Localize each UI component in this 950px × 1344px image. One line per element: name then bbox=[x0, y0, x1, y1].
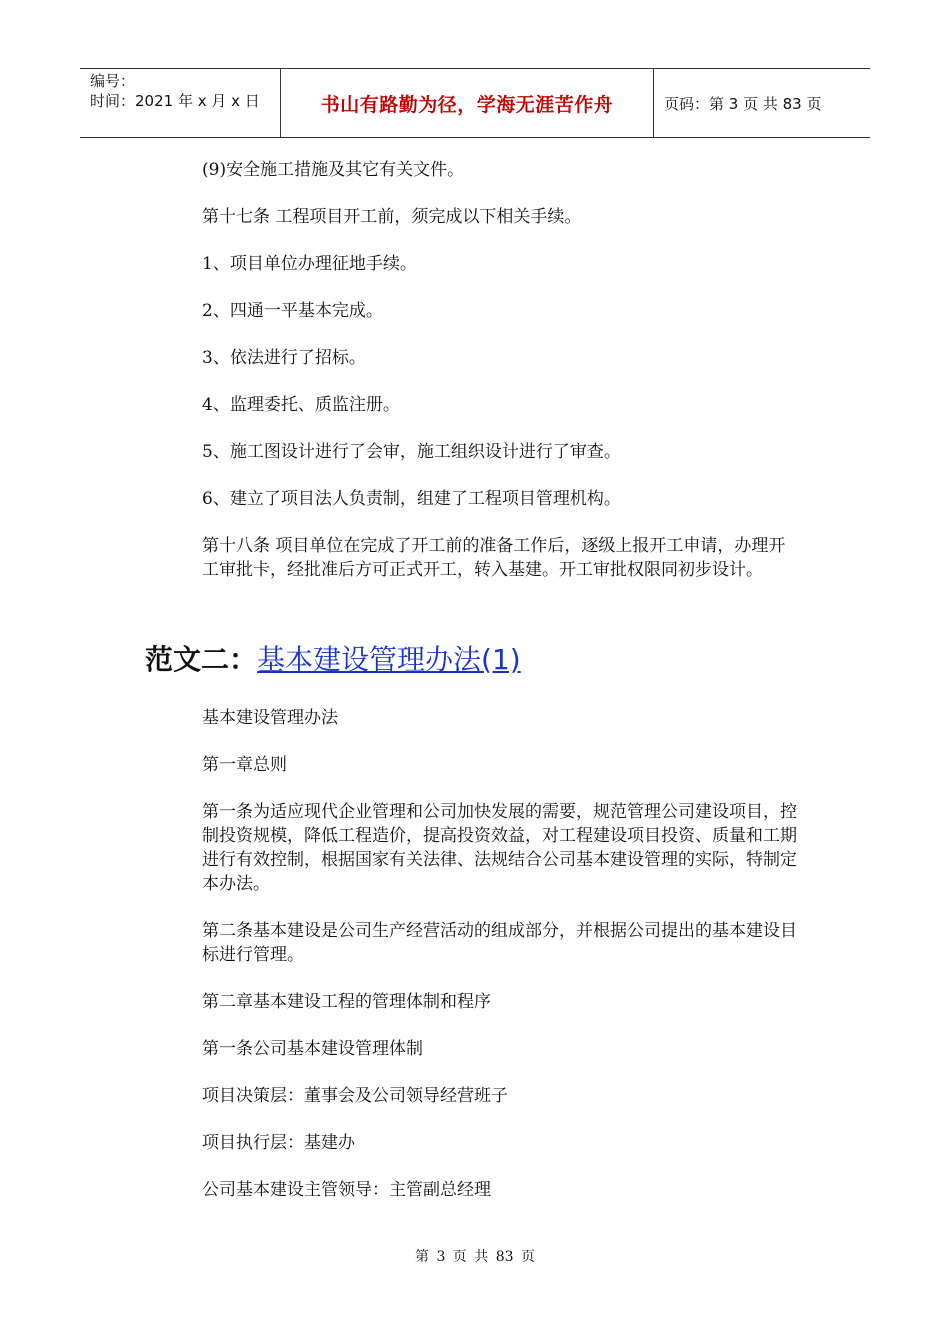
motto: 书山有路勤为径，学海无涯苦作舟 bbox=[320, 93, 614, 116]
heading-prefix: 范文二： bbox=[145, 643, 258, 676]
paragraph: 第一条公司基本建设管理体制 bbox=[202, 1039, 423, 1059]
paragraph: 项目决策层：董事会及公司领导经营班子 bbox=[202, 1086, 508, 1106]
paragraph: 第十七条 工程项目开工前，须完成以下相关手续。 bbox=[202, 207, 582, 227]
paragraph: 第一条为适应现代企业管理和公司加快发展的需要，规范管理公司建设项目，控制投资规模，降低工程造价，提高投资效益，对工程建设项目投资、质量和工期进行有效控制，根据国家有关法律、法规结合公司基本建设管理的实际，特制定本办法。 bbox=[202, 802, 797, 894]
paragraph: 3、依法进行了招标。 bbox=[202, 348, 366, 368]
header-meta bbox=[80, 69, 281, 137]
paragraph: 基本建设管理办法 bbox=[202, 708, 338, 728]
header-motto-cell bbox=[281, 69, 654, 137]
section-heading bbox=[145, 640, 521, 680]
paragraph: 项目执行层：基建办 bbox=[202, 1133, 355, 1153]
date-label: 时间：2021 年 x 月 x 日 bbox=[90, 92, 260, 110]
page-info: 页码：第 3 页 共 83 页 bbox=[664, 94, 822, 113]
paragraph: 第十八条 项目单位在完成了开工前的准备工作后，逐级上报开工申请，办理开工审批卡，经批准后方可正式开工，转入基建。开工审批权限同初步设计。 bbox=[202, 536, 786, 580]
code-label: 编号： bbox=[90, 72, 136, 90]
paragraph: 2、四通一平基本完成。 bbox=[202, 301, 383, 321]
document-header bbox=[80, 68, 870, 138]
paragraph: 6、建立了项目法人负责制，组建了工程项目管理机构。 bbox=[202, 489, 621, 509]
heading-link[interactable]: 基本建设管理办法(1) bbox=[257, 643, 521, 676]
paragraph: 公司基本建设主管领导：主管副总经理 bbox=[202, 1180, 491, 1200]
page-footer: 第 3 页 共 83 页 bbox=[415, 1249, 535, 1265]
paragraph: (9)安全施工措施及其它有关文件。 bbox=[202, 160, 465, 180]
paragraph: 第二条基本建设是公司生产经营活动的组成部分，并根据公司提出的基本建设目标进行管理。 bbox=[202, 921, 797, 965]
paragraph: 第一章总则 bbox=[202, 755, 287, 775]
paragraph: 5、施工图设计进行了会审，施工组织设计进行了审查。 bbox=[202, 442, 621, 462]
paragraph: 4、监理委托、质监注册。 bbox=[202, 395, 400, 415]
section-two bbox=[202, 706, 802, 1225]
paragraph: 1、项目单位办理征地手续。 bbox=[202, 254, 417, 274]
header-page-cell bbox=[654, 69, 870, 137]
section-one bbox=[202, 158, 802, 605]
paragraph: 第二章基本建设工程的管理体制和程序 bbox=[202, 992, 491, 1012]
